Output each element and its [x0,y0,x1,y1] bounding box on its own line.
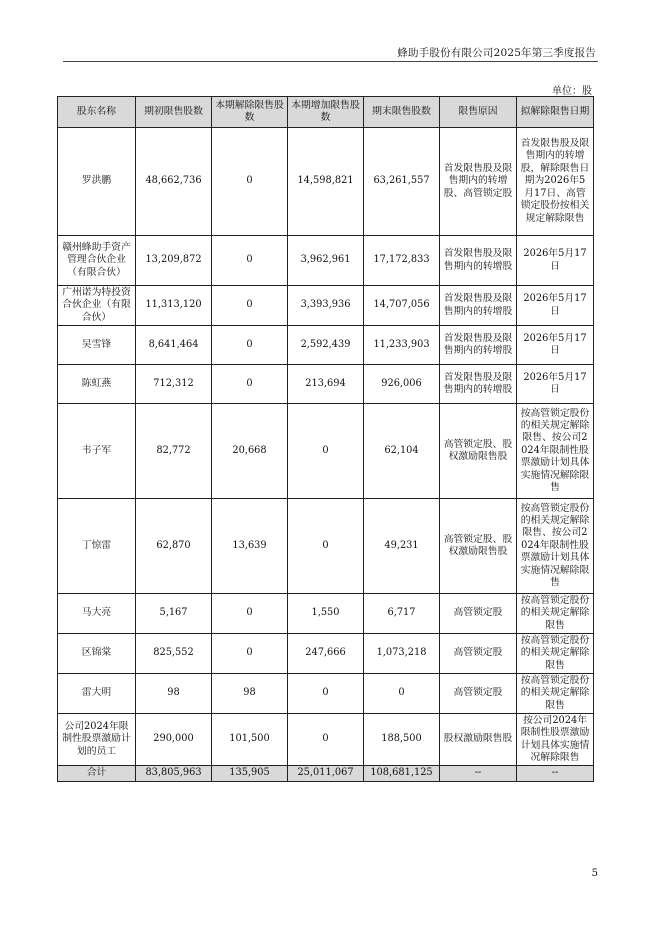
restriction-reason: 高管锁定股 [440,634,517,674]
begin-shares: 82,772 [136,404,212,499]
total-begin: 83,805,963 [136,766,212,782]
added-shares: 14,598,821 [288,128,364,236]
restricted-shares-table [57,96,594,782]
released-shares: 101,500 [212,714,288,766]
release-date: 2026年5月17日 [517,286,594,326]
holder-name: 丁惊雷 [58,499,136,594]
restriction-reason: 高管锁定股、股权激励限售股 [440,499,517,594]
released-shares: 13,639 [212,499,288,594]
released-shares: 0 [212,326,288,365]
column-header: 期初限售股数 [136,97,212,128]
released-shares: 0 [212,365,288,404]
column-header: 本期解除限售股数 [212,97,288,128]
holder-name: 陈虹燕 [58,365,136,404]
table-row [58,128,594,236]
release-date: 按高管锁定股份的相关规定解除限售、按公司2024年限制性股票激励计划具体实施情况解除限售 [517,404,594,499]
holder-name: 广州诺为特投资合伙企业（有限合伙） [58,286,136,326]
holder-name: 马大亮 [58,594,136,634]
begin-shares: 13,209,872 [136,236,212,286]
end-shares: 0 [364,674,440,714]
unit-label: 单位：股 [552,86,592,97]
added-shares: 247,666 [288,634,364,674]
holder-name: 公司2024年限制性股票激励计划的员工 [58,714,136,766]
total-reason: -- [440,766,517,782]
added-shares: 0 [288,714,364,766]
release-date: 按高管锁定股份的相关规定解除限售 [517,634,594,674]
end-shares: 17,172,833 [364,236,440,286]
restriction-reason: 首发限售股及限售期内的转增股 [440,286,517,326]
end-shares: 49,231 [364,499,440,594]
begin-shares: 8,641,464 [136,326,212,365]
release-date: 2026年5月17日 [517,365,594,404]
column-header: 期末限售股数 [364,97,440,128]
added-shares: 3,962,961 [288,236,364,286]
column-header: 拟解除限售日期 [517,97,594,128]
table-row [58,365,594,404]
column-header: 股东名称 [58,97,136,128]
begin-shares: 5,167 [136,594,212,634]
column-header: 本期增加限售股数 [288,97,364,128]
restriction-reason: 首发限售股及限售期内的转增股 [440,365,517,404]
table-row [58,594,594,634]
added-shares: 1,550 [288,594,364,634]
table-row [58,326,594,365]
restriction-reason: 高管锁定股 [440,594,517,634]
added-shares: 3,393,936 [288,286,364,326]
release-date: 按高管锁定股份的相关规定解除限售 [517,594,594,634]
release-date: 按高管锁定股份的相关规定解除限售、按公司2024年限制性股票激励计划具体实施情况解除限售 [517,499,594,594]
end-shares: 11,233,903 [364,326,440,365]
end-shares: 1,073,218 [364,634,440,674]
end-shares: 62,104 [364,404,440,499]
begin-shares: 11,313,120 [136,286,212,326]
table-row [58,714,594,766]
restriction-reason: 高管锁定股 [440,674,517,714]
begin-shares: 290,000 [136,714,212,766]
release-date: 2026年5月17日 [517,326,594,365]
table-row [58,499,594,594]
end-shares: 14,707,056 [364,286,440,326]
restriction-reason: 高管锁定股、股权激励限售股 [440,404,517,499]
added-shares: 2,592,439 [288,326,364,365]
holder-name: 雷大明 [58,674,136,714]
begin-shares: 98 [136,674,212,714]
release-date: 2026年5月17日 [517,236,594,286]
report-title: 蜂助手股份有限公司2025年第三季度报告 [397,47,596,59]
holder-name: 吴雪锋 [58,326,136,365]
begin-shares: 825,552 [136,634,212,674]
released-shares: 0 [212,236,288,286]
page-number: 5 [591,868,598,879]
added-shares: 0 [288,499,364,594]
total-label: 合计 [58,766,136,782]
restriction-reason: 首发限售股及限售期内的转增股 [440,236,517,286]
total-row [58,766,594,782]
released-shares: 0 [212,634,288,674]
end-shares: 63,261,557 [364,128,440,236]
end-shares: 6,717 [364,594,440,634]
holder-name: 韦子军 [58,404,136,499]
end-shares: 188,500 [364,714,440,766]
table-row [58,404,594,499]
released-shares: 20,668 [212,404,288,499]
released-shares: 0 [212,286,288,326]
released-shares: 98 [212,674,288,714]
begin-shares: 712,312 [136,365,212,404]
column-header: 限售原因 [440,97,517,128]
header-divider [63,61,598,62]
added-shares: 0 [288,674,364,714]
total-added: 25,011,067 [288,766,364,782]
restriction-reason: 股权激励限售股 [440,714,517,766]
holder-name: 赣州蜂助手资产管理合伙企业（有限合伙） [58,236,136,286]
restriction-reason: 首发限售股及限售期内的转增股、高管锁定股 [440,128,517,236]
holder-name: 罗洪鹏 [58,128,136,236]
restriction-reason: 首发限售股及限售期内的转增股 [440,326,517,365]
begin-shares: 48,662,736 [136,128,212,236]
released-shares: 0 [212,594,288,634]
added-shares: 213,694 [288,365,364,404]
added-shares: 0 [288,404,364,499]
holder-name: 区锦棠 [58,634,136,674]
table-row [58,674,594,714]
released-shares: 0 [212,128,288,236]
begin-shares: 62,870 [136,499,212,594]
total-release-date: -- [517,766,594,782]
table-row [58,236,594,286]
release-date: 首发限售股及限售期内的转增股，解除限售日期为2026年5月17日、高管锁定股份按相关规定解除限售 [517,128,594,236]
table-row [58,634,594,674]
end-shares: 926,006 [364,365,440,404]
release-date: 按高管锁定股份的相关规定解除限售 [517,674,594,714]
table-header-row [58,97,594,128]
table-row [58,286,594,326]
total-end: 108,681,125 [364,766,440,782]
total-released: 135,905 [212,766,288,782]
release-date: 按公司2024年限制性股票激励计划具体实施情况解除限售 [517,714,594,766]
